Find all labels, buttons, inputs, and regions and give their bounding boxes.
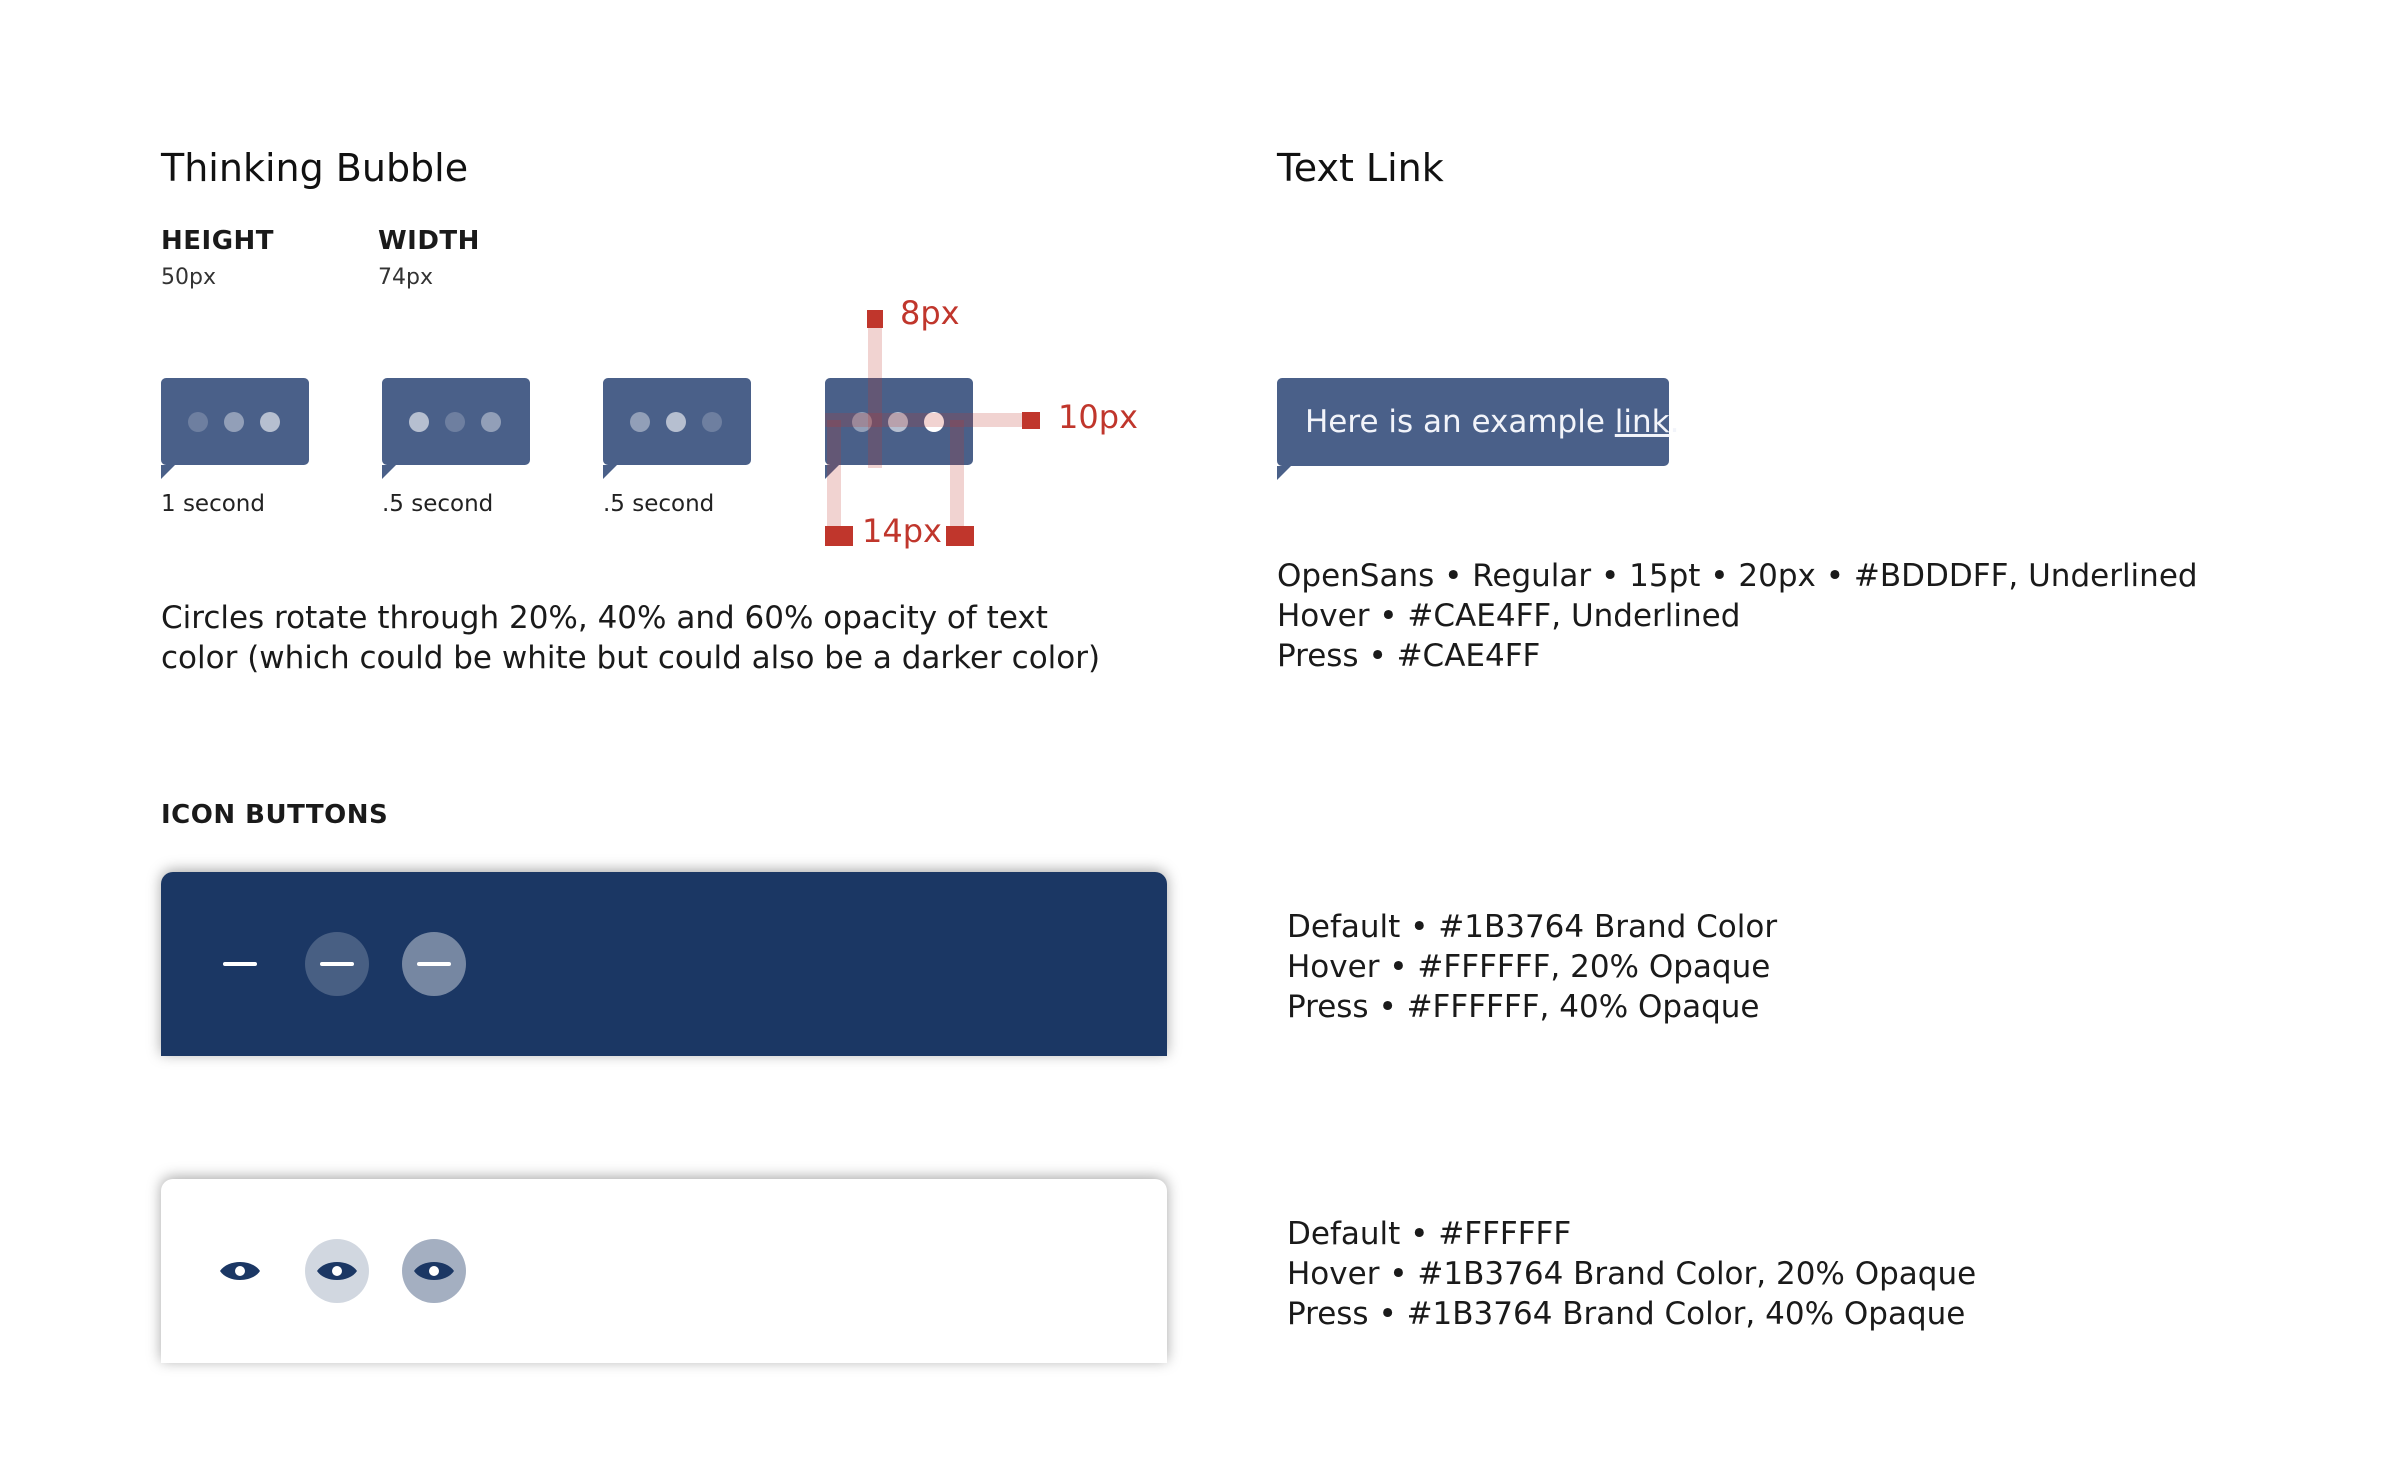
example-link[interactable]: link xyxy=(1614,404,1670,440)
dot-icon xyxy=(224,412,244,432)
dark-spec-line-2: Hover • #FFFFFF, 20% Opaque xyxy=(1287,949,1771,985)
thinking-bubble-title: Thinking Bubble xyxy=(161,146,469,190)
minus-icon xyxy=(223,962,257,966)
thinking-bubble-frame-3 xyxy=(603,378,751,465)
eye-icon xyxy=(316,1257,358,1285)
text-link-title: Text Link xyxy=(1277,146,1444,190)
light-spec-line-2: Hover • #1B3764 Brand Color, 20% Opaque xyxy=(1287,1256,1977,1292)
dark-spec-line-1: Default • #1B3764 Brand Color xyxy=(1287,909,1778,945)
dimension-guide-right xyxy=(825,413,1035,427)
example-link-suffix: . xyxy=(1669,404,1680,440)
dimension-marker-right xyxy=(1022,412,1040,429)
dark-spec-line-3: Press • #FFFFFF, 40% Opaque xyxy=(1287,989,1760,1025)
text-link-spec-line-2: Hover • #CAE4FF, Underlined xyxy=(1277,598,1741,634)
minus-button-hover[interactable] xyxy=(305,932,369,996)
icon-buttons-title: ICON BUTTONS xyxy=(161,800,389,830)
bubble-caption-3: .5 second xyxy=(603,491,715,517)
height-value: 50px xyxy=(161,265,216,290)
dimension-guide-bottom-left xyxy=(827,420,841,530)
example-link-prefix: Here is an example xyxy=(1305,404,1615,440)
bubble-tail xyxy=(161,465,175,479)
bubble-description-line-1: Circles rotate through 20%, 40% and 60% opacity of text xyxy=(161,600,1048,636)
dot-icon xyxy=(188,412,208,432)
icon-buttons-light-panel xyxy=(161,1179,1167,1363)
bubble-description-line-2: color (which could be white but could also be a darker color) xyxy=(161,640,1101,676)
example-link-bubble xyxy=(1277,378,1680,466)
height-label: HEIGHT xyxy=(161,226,275,256)
width-label: WIDTH xyxy=(378,226,480,256)
dimension-guide-bottom-right xyxy=(950,420,964,530)
eye-icon xyxy=(219,1257,261,1285)
dot-icon xyxy=(260,412,280,432)
eye-icon xyxy=(413,1257,455,1285)
eye-button-default[interactable] xyxy=(208,1239,272,1303)
thinking-bubble-frame-2 xyxy=(382,378,530,465)
bubble-tail xyxy=(382,465,396,479)
eye-button-press[interactable] xyxy=(402,1239,466,1303)
dot-icon xyxy=(702,412,722,432)
light-spec-line-1: Default • #FFFFFF xyxy=(1287,1216,1572,1252)
minus-icon xyxy=(320,962,354,966)
dot-icon xyxy=(630,412,650,432)
dimension-label-top: 8px xyxy=(900,294,960,332)
bubble-tail xyxy=(603,465,617,479)
dimension-marker-bottom-right xyxy=(946,526,974,546)
dot-icon xyxy=(409,412,429,432)
icon-buttons-dark-panel xyxy=(161,872,1167,1056)
eye-button-hover[interactable] xyxy=(305,1239,369,1303)
text-link-spec-line-3: Press • #CAE4FF xyxy=(1277,638,1541,674)
dimension-marker-bottom-left xyxy=(825,526,853,546)
bubble-caption-1: 1 second xyxy=(161,491,265,517)
dot-icon xyxy=(445,412,465,432)
text-link-spec-line-1: OpenSans • Regular • 15pt • 20px • #BDDDFF, Underlined xyxy=(1277,558,2198,594)
dimension-label-bottom: 14px xyxy=(862,512,942,550)
thinking-bubble-frame-1 xyxy=(161,378,309,465)
dimension-label-right: 10px xyxy=(1058,398,1138,436)
bubble-tail xyxy=(1277,466,1291,480)
dot-icon xyxy=(666,412,686,432)
minus-button-default[interactable] xyxy=(208,932,272,996)
dimension-guide-top xyxy=(868,320,882,468)
width-value: 74px xyxy=(378,265,433,290)
bubble-caption-2: .5 second xyxy=(382,491,494,517)
dimension-marker-top xyxy=(867,310,883,328)
minus-icon xyxy=(417,962,451,966)
dot-icon xyxy=(481,412,501,432)
example-link-sentence xyxy=(1305,378,1679,466)
light-spec-line-3: Press • #1B3764 Brand Color, 40% Opaque xyxy=(1287,1296,1966,1332)
minus-button-press[interactable] xyxy=(402,932,466,996)
